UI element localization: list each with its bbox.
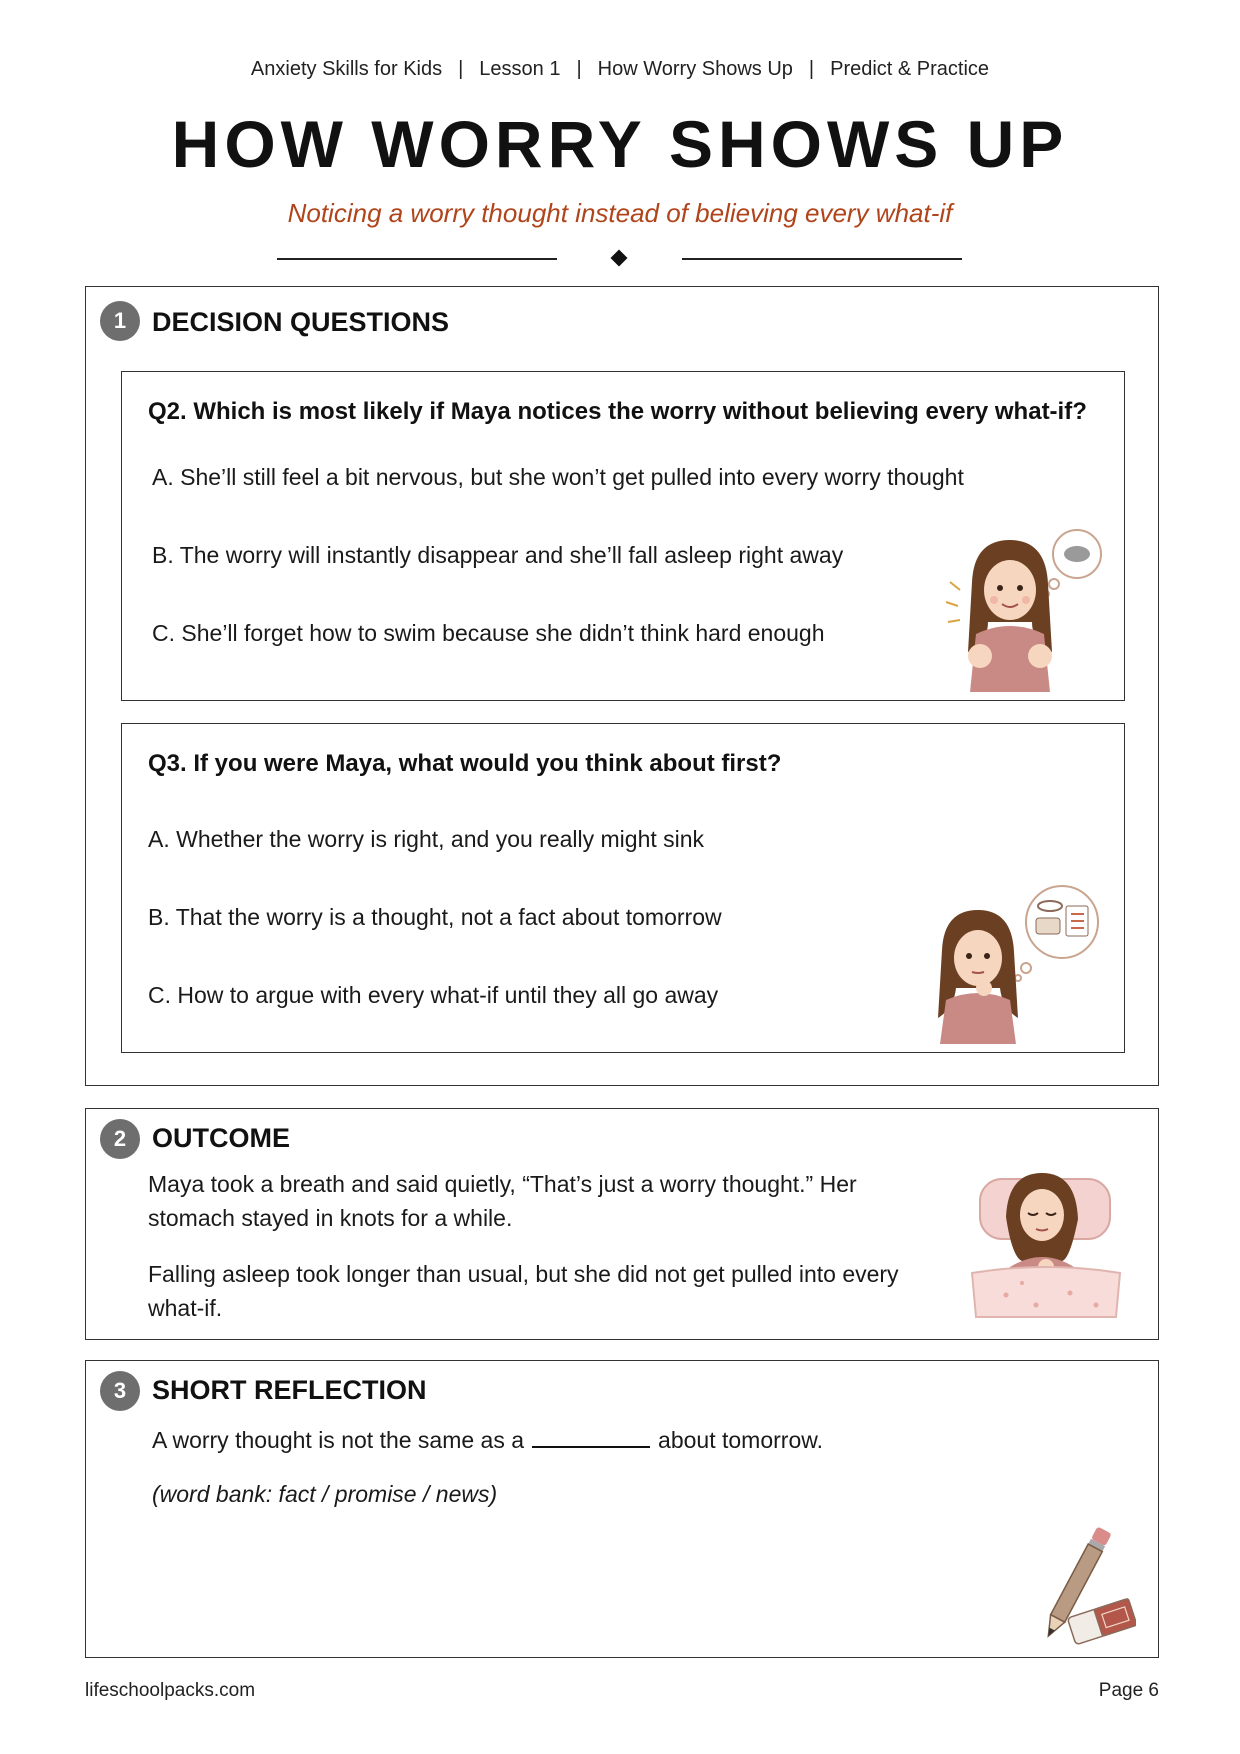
- section-decision-questions: [85, 286, 1159, 1086]
- question-text: Q2. Which is most likely if Maya notices the worry without believing every what-if?: [148, 398, 1087, 425]
- answer-option-b[interactable]: B. The worry will instantly disappear and she’ll fall asleep right away: [152, 542, 844, 568]
- question-box-q3: [121, 723, 1125, 1053]
- page-title: HOW WORRY SHOWS UP: [171, 107, 1069, 181]
- maya-thinking-illustration: [932, 884, 1112, 1044]
- outcome-paragraph: Falling asleep took longer than usual, but she did not get pulled into every what-if.: [148, 1261, 899, 1321]
- maya-confident-illustration: [932, 522, 1112, 692]
- breadcrumb-item: Lesson 1: [479, 58, 561, 80]
- maya-sleeping-illustration: [966, 1149, 1126, 1319]
- breadcrumb: [0, 58, 1240, 81]
- reflection-sentence: [152, 1427, 823, 1454]
- section-outcome: [85, 1108, 1159, 1340]
- answer-option-a[interactable]: A. Whether the worry is right, and you really might sink: [148, 826, 705, 852]
- footer-site: lifeschoolpacks.com: [85, 1680, 256, 1701]
- breadcrumb-item: How Worry Shows Up: [597, 58, 793, 80]
- question-text: Q3. If you were Maya, what would you think about first?: [148, 750, 782, 777]
- section-number-badge: 3: [100, 1371, 140, 1411]
- pencil-eraser-illustration: [1026, 1521, 1136, 1651]
- section-title: DECISION QUESTIONS: [152, 307, 450, 337]
- breadcrumb-separator: |: [576, 58, 582, 80]
- outcome-paragraph: Maya took a breath and said quietly, “That’s just a worry thought.” Her stomach stayed in knots for a while.: [148, 1171, 857, 1231]
- section-number-badge: 1: [100, 301, 140, 341]
- answer-option-c[interactable]: C. How to argue with every what-if until they all go away: [148, 982, 719, 1008]
- breadcrumb-item: Anxiety Skills for Kids: [250, 58, 443, 80]
- section-number-badge: 2: [100, 1119, 140, 1159]
- breadcrumb-separator: |: [458, 58, 464, 80]
- section-title: OUTCOME: [152, 1123, 290, 1153]
- answer-option-b[interactable]: B. That the worry is a thought, not a fact about tomorrow: [148, 904, 722, 930]
- section-short-reflection: [85, 1360, 1159, 1658]
- divider-line-right: [682, 258, 962, 260]
- divider-line-left: [277, 258, 557, 260]
- section-title: SHORT REFLECTION: [152, 1375, 427, 1405]
- page-subtitle: Noticing a worry thought instead of believing every what-if: [287, 198, 953, 228]
- breadcrumb-separator: |: [808, 58, 815, 80]
- breadcrumb-item: Predict & Practice: [830, 58, 990, 80]
- reflection-text-before: A worry thought is not the same as a: [152, 1427, 525, 1453]
- reflection-text-after: about tomorrow.: [658, 1427, 823, 1453]
- divider-diamond: [611, 250, 628, 267]
- word-bank: (word bank: fact / promise / news): [152, 1481, 498, 1507]
- fill-in-blank[interactable]: [532, 1445, 650, 1448]
- footer-page-number: Page 6: [1098, 1680, 1159, 1701]
- answer-option-c[interactable]: C. She’ll forget how to swim because she didn’t think hard enough: [152, 620, 825, 646]
- question-box-q2: [121, 371, 1125, 701]
- answer-option-a[interactable]: A. She’ll still feel a bit nervous, but she won’t get pulled into every worry thought: [152, 464, 964, 490]
